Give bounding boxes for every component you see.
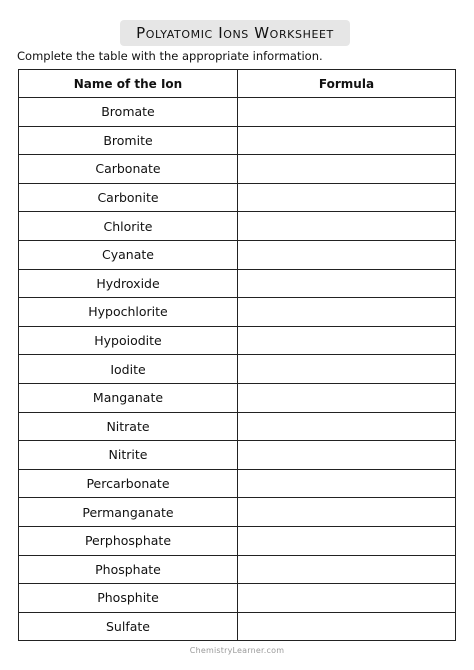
table-row	[19, 555, 456, 584]
table-row	[19, 584, 456, 613]
instruction-text: Complete the table with the appropriate information.	[17, 49, 323, 63]
ion-name-cell: Hypoiodite	[19, 326, 238, 355]
ion-table	[18, 69, 456, 641]
ion-name-cell: Permanganate	[19, 498, 238, 527]
worksheet-title: Polyatomic Ions Worksheet	[136, 24, 334, 42]
ion-name-cell: Phosphite	[19, 584, 238, 613]
title-banner	[120, 20, 350, 46]
header-formula: Formula	[238, 70, 456, 98]
table-row	[19, 298, 456, 327]
formula-answer-cell[interactable]	[238, 183, 456, 212]
ion-name-cell: Bromate	[19, 98, 238, 127]
table-row	[19, 469, 456, 498]
ion-name-cell: Perphosphate	[19, 526, 238, 555]
formula-answer-cell[interactable]	[238, 383, 456, 412]
formula-answer-cell[interactable]	[238, 126, 456, 155]
header-ion-name: Name of the Ion	[19, 70, 238, 98]
ion-name-cell: Hydroxide	[19, 269, 238, 298]
table-row	[19, 526, 456, 555]
formula-answer-cell[interactable]	[238, 584, 456, 613]
table-row	[19, 183, 456, 212]
formula-answer-cell[interactable]	[238, 441, 456, 470]
ion-name-cell: Nitrite	[19, 441, 238, 470]
table-row	[19, 441, 456, 470]
ion-name-cell: Phosphate	[19, 555, 238, 584]
table-row	[19, 612, 456, 641]
formula-answer-cell[interactable]	[238, 469, 456, 498]
table-row	[19, 98, 456, 127]
formula-answer-cell[interactable]	[238, 612, 456, 641]
table-row	[19, 412, 456, 441]
ion-name-cell: Hypochlorite	[19, 298, 238, 327]
table-row	[19, 269, 456, 298]
formula-answer-cell[interactable]	[238, 498, 456, 527]
ion-name-cell: Chlorite	[19, 212, 238, 241]
table-row	[19, 155, 456, 184]
table-row	[19, 326, 456, 355]
formula-answer-cell[interactable]	[238, 526, 456, 555]
formula-answer-cell[interactable]	[238, 412, 456, 441]
ion-name-cell: Nitrate	[19, 412, 238, 441]
table-row	[19, 355, 456, 384]
formula-answer-cell[interactable]	[238, 326, 456, 355]
table-row	[19, 212, 456, 241]
ion-name-cell: Carbonite	[19, 183, 238, 212]
ion-name-cell: Cyanate	[19, 240, 238, 269]
table-row	[19, 126, 456, 155]
formula-answer-cell[interactable]	[238, 212, 456, 241]
ion-name-cell: Sulfate	[19, 612, 238, 641]
ion-name-cell: Iodite	[19, 355, 238, 384]
table-row	[19, 240, 456, 269]
formula-answer-cell[interactable]	[238, 98, 456, 127]
ion-name-cell: Percarbonate	[19, 469, 238, 498]
formula-answer-cell[interactable]	[238, 240, 456, 269]
ion-name-cell: Bromite	[19, 126, 238, 155]
ion-name-cell: Carbonate	[19, 155, 238, 184]
table-header-row	[19, 70, 456, 98]
table-row	[19, 498, 456, 527]
formula-answer-cell[interactable]	[238, 298, 456, 327]
formula-answer-cell[interactable]	[238, 155, 456, 184]
table-row	[19, 383, 456, 412]
formula-answer-cell[interactable]	[238, 555, 456, 584]
formula-answer-cell[interactable]	[238, 355, 456, 384]
site-watermark: ChemistryLearner.com	[189, 646, 285, 655]
ion-name-cell: Manganate	[19, 383, 238, 412]
formula-answer-cell[interactable]	[238, 269, 456, 298]
